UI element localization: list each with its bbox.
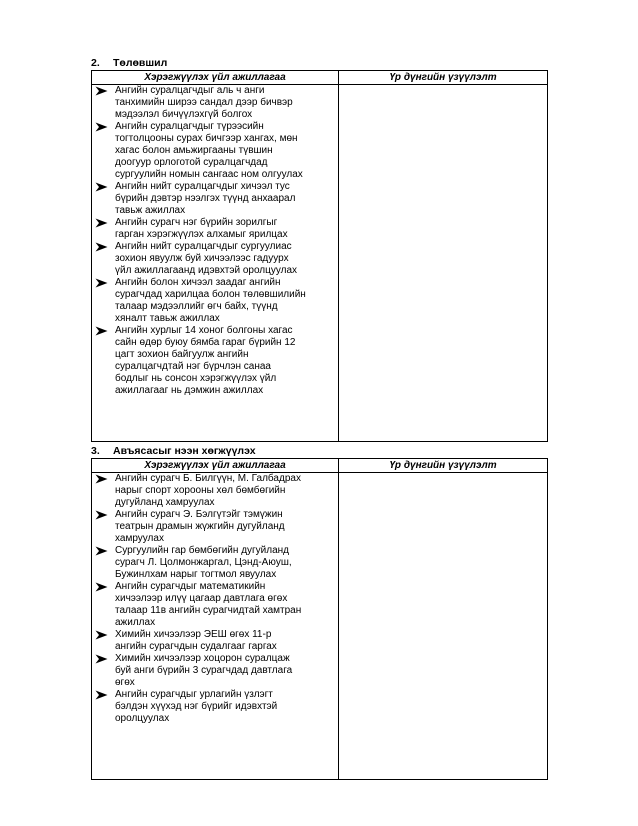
section-3-title: Авъясасыг нээн хөгжүүлэх	[113, 445, 256, 457]
activity-text-line: театрын драмын жүжгийн дугуйланд	[115, 521, 285, 532]
activity-list-item	[95, 689, 335, 725]
arrow-bullet-icon	[95, 182, 108, 192]
activity-list-item	[95, 325, 335, 397]
activity-text-line: бодлыг нь сонсон хэрэгжүүлэх үйл	[115, 373, 277, 384]
activity-list-item	[95, 473, 335, 509]
activity-text-line: Ангийн сурагчдыг математикийн	[115, 581, 266, 592]
section-3-activity-list	[95, 473, 335, 725]
arrow-bullet-icon	[95, 242, 108, 252]
activity-list-item	[95, 509, 335, 545]
section-2-result-header: Үр дүнгийн үзүүлэлт	[339, 71, 548, 85]
activity-list-item	[95, 545, 335, 581]
activity-list-item	[95, 217, 335, 241]
activity-text-line: сурагчдад харилцаа болон төлөвшилийн	[115, 289, 306, 300]
activity-text-line: хагас болон амьжиргааны түвшин	[115, 145, 273, 156]
activity-text-line: нарыг спорт хорооны хөл бөмбөгийн	[115, 485, 286, 496]
section-2-table	[91, 70, 548, 442]
activity-text-line: дугуйланд хамруулах	[115, 497, 215, 508]
activity-text-line: Ангийн нийт суралцагчдыг сургуулиас	[115, 241, 292, 252]
activity-text-line: Сургуулийн гар бөмбөгийн дугуйланд	[115, 545, 290, 556]
activity-list-item	[95, 85, 335, 121]
activity-text-line: хамруулах	[115, 533, 164, 544]
activity-text-line: гарган хэрэгжүүлэх алхамыг ярилцах	[115, 229, 288, 240]
activity-text-line: Ангийн сурагчдыг урлагийн үзлэгт	[115, 689, 273, 700]
activity-text-line: ангийн сурагчдын судалгааг гаргах	[115, 641, 277, 652]
activity-text-line: Ангийн суралцагчдыг аль ч анги	[115, 85, 265, 96]
arrow-bullet-icon	[95, 122, 108, 132]
activity-text-line: Ангийн нийт суралцагчдыг хичээл тус	[115, 181, 290, 192]
activity-text-line: цагт зохион байгуулж ангийн	[115, 349, 249, 360]
activity-text-line: сургуулийн номын сангаас ном олгуулах	[115, 169, 303, 180]
activity-text-line: тавьж ажиллах	[115, 205, 186, 216]
activity-text-line: хяналт тавьж ажиллах	[115, 313, 220, 324]
section-2-result-cell	[339, 85, 548, 442]
arrow-bullet-icon	[95, 654, 108, 664]
section-2-header-row	[92, 71, 548, 85]
activity-text-line: мэдээлэл бичүүлэхгүй болгох	[115, 109, 253, 120]
activity-text-line: Ангийн сурагч нэг бүрийн зорилгыг	[115, 217, 278, 228]
arrow-bullet-icon	[95, 690, 108, 700]
section-character-development	[91, 57, 547, 442]
section-3-body-row	[92, 473, 548, 780]
section-3-heading	[91, 445, 547, 458]
activity-text-line: үйл ажиллагаанд идэвхтэй оролцуулах	[115, 265, 298, 276]
activity-text-line: оролцуулах	[115, 713, 170, 724]
activity-list-item	[95, 629, 335, 653]
activity-text-line: доогуур орлоготой суралцагчдад	[115, 157, 268, 168]
arrow-bullet-icon	[95, 510, 108, 520]
activity-text-line: Химийн хичээлээр хоцорон суралцаж	[115, 653, 290, 664]
activity-text-line: сурагч Л. Цолмонжаргал, Цэнд-Аюуш,	[115, 557, 292, 568]
arrow-bullet-icon	[95, 474, 108, 484]
section-3-activity-header: Хэрэгжүүлэх үйл ажиллагаа	[92, 459, 339, 473]
section-2-activity-list	[95, 85, 335, 397]
arrow-bullet-icon	[95, 326, 108, 336]
activity-text-line: талаар 11в ангийн сурагчидтай хамтран	[115, 605, 302, 616]
activity-list-item	[95, 653, 335, 689]
section-3-header-row	[92, 459, 548, 473]
section-2-activity-cell	[92, 85, 339, 442]
activity-text-line: ажиллах	[115, 617, 156, 628]
section-2-heading	[91, 57, 547, 70]
activity-text-line: буй анги бүрийн 3 сурагчдад давтлага	[115, 665, 293, 676]
activity-list-item	[95, 181, 335, 217]
activity-text-line: Бужинлхам нарыг тогтмол явуулах	[115, 569, 277, 580]
activity-text-line: суралцагчдтай нэг бүрчлэн санаа	[115, 361, 271, 372]
activity-text-line: Ангийн сурагч Э. Бэлгүтэйг тэмүжин	[115, 509, 283, 520]
activity-text-line: талаар мэдээллийг өгч байх, түүнд	[115, 301, 278, 312]
arrow-bullet-icon	[95, 546, 108, 556]
section-2-body-row	[92, 85, 548, 442]
activity-list-item	[95, 241, 335, 277]
activity-text-line: өгөх	[115, 677, 135, 688]
activity-text-line: бүрийн дэвтэр нээлгэх түүнд анхаарал	[115, 193, 296, 204]
activity-list-item	[95, 581, 335, 629]
activity-text-line: зохион явуулж буй хичээлээс гадуурх	[115, 253, 289, 264]
activity-list-item	[95, 121, 335, 181]
activity-text-line: бэлдэн хүүхэд нэг бүрийг идэвхтэй	[115, 701, 278, 712]
arrow-bullet-icon	[95, 218, 108, 228]
activity-text-line: Ангийн сурагч Б. Билгүүн, М. Галбадрах	[115, 473, 301, 484]
activity-text-line: танхимийн ширээ сандал дээр бичвэр	[115, 97, 293, 108]
section-3-result-header: Үр дүнгийн үзүүлэлт	[339, 459, 548, 473]
arrow-bullet-icon	[95, 86, 108, 96]
section-3-activity-cell	[92, 473, 339, 780]
arrow-bullet-icon	[95, 630, 108, 640]
activity-text-line: Ангийн хурлыг 14 хоног болгоны хагас	[115, 325, 293, 336]
section-talent-development	[91, 445, 547, 780]
activity-text-line: ажиллагааг нь дэмжин ажиллах	[115, 385, 264, 396]
activity-text-line: сайн өдөр буюу бямба гараг бүрийн 12	[115, 337, 296, 348]
activity-list-item	[95, 277, 335, 325]
section-3-result-cell	[339, 473, 548, 780]
activity-text-line: тогтолцооны сурах бичгээр хангах, мөн	[115, 133, 298, 144]
activity-text-line: Ангийн суралцагчдыг түрээсийн	[115, 121, 264, 132]
arrow-bullet-icon	[95, 582, 108, 592]
section-2-number: 2.	[91, 57, 100, 69]
section-3-table	[91, 458, 548, 780]
section-3-number: 3.	[91, 445, 100, 457]
activity-text-line: хичээлээр илүү цагаар давтлага өгөх	[115, 593, 288, 604]
section-2-title: Төлөвшил	[113, 57, 168, 69]
activity-text-line: Ангийн болон хичээл заадаг ангийн	[115, 277, 281, 288]
activity-text-line: Химийн хичээлээр ЭЕШ өгөх 11-р	[115, 629, 272, 640]
section-2-activity-header: Хэрэгжүүлэх үйл ажиллагаа	[92, 71, 339, 85]
arrow-bullet-icon	[95, 278, 108, 288]
